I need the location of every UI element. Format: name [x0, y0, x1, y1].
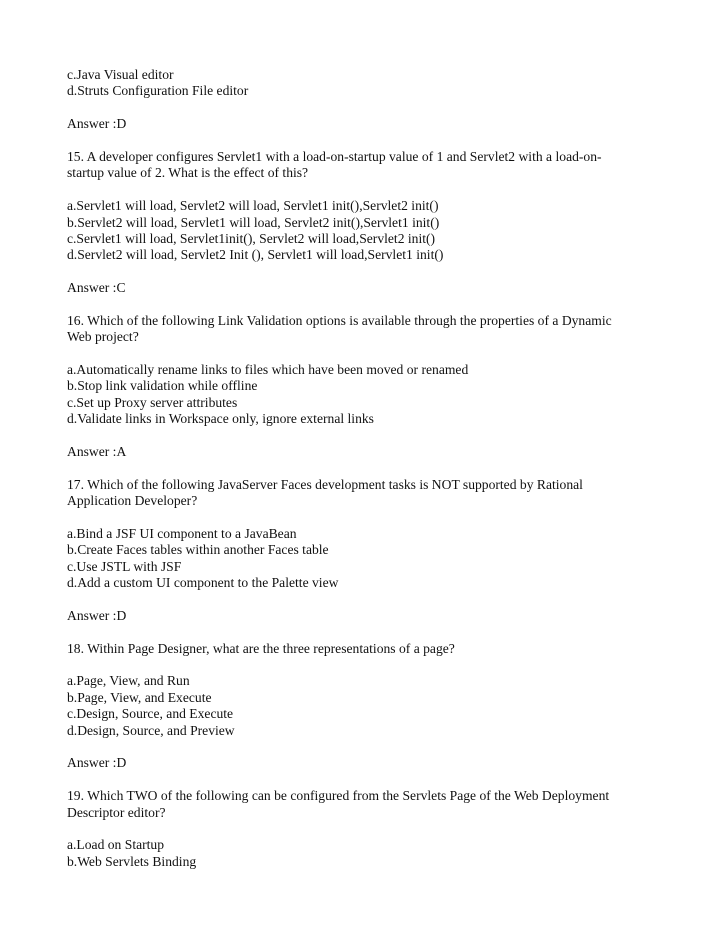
- document-page: [67, 67, 667, 887]
- answer-line: Answer :D: [67, 607, 127, 623]
- question-block: [67, 788, 667, 821]
- options-block: [67, 526, 667, 592]
- question-block: [67, 641, 667, 657]
- option-line: d.Servlet2 will load, Servlet2 Init (), Servlet1 will load,Servlet1 init(): [67, 247, 444, 263]
- option-line: a.Servlet1 will load, Servlet2 will load, Servlet1 init(),Servlet2 init(): [67, 198, 439, 214]
- question-line: 17. Which of the following JavaServer Faces development tasks is NOT supported by Rational: [67, 476, 583, 492]
- answer-line: Answer :C: [67, 280, 126, 296]
- question-line: startup value of 2. What is the effect of this?: [67, 165, 309, 181]
- option-line: a.Page, View, and Run: [67, 673, 190, 689]
- option-line: c.Servlet1 will load, Servlet1init(), Servlet2 will load,Servlet2 init(): [67, 230, 436, 246]
- answer-line: Answer :A: [67, 443, 127, 459]
- options-block: [67, 837, 667, 870]
- option-line: a.Automatically rename links to files which have been moved or renamed: [67, 362, 469, 378]
- option-line: b.Create Faces tables within another Faces table: [67, 542, 329, 558]
- options-block: [67, 673, 667, 739]
- question-block: [67, 477, 667, 510]
- option-line: d.Validate links in Workspace only, ignore external links: [67, 411, 374, 427]
- question-line: 18. Within Page Designer, what are the three representations of a page?: [67, 640, 455, 656]
- option-line: c.Java Visual editor: [67, 67, 174, 82]
- question-line: Descriptor editor?: [67, 804, 166, 820]
- answer-block: [67, 444, 667, 460]
- answer-block: [67, 116, 667, 132]
- question-line: Application Developer?: [67, 493, 198, 509]
- option-line: c.Set up Proxy server attributes: [67, 394, 238, 410]
- option-line: b.Page, View, and Execute: [67, 689, 212, 705]
- option-line: c.Use JSTL with JSF: [67, 558, 182, 574]
- answer-line: Answer :D: [67, 755, 127, 771]
- option-line: d.Design, Source, and Preview: [67, 722, 235, 738]
- question-line: 16. Which of the following Link Validation options is available through the properties of a Dynamic: [67, 312, 612, 328]
- option-line: a.Bind a JSF UI component to a JavaBean: [67, 525, 297, 541]
- options-block: [67, 67, 667, 100]
- question-block: [67, 313, 667, 346]
- option-line: b.Web Servlets Binding: [67, 853, 197, 869]
- options-block: [67, 362, 667, 428]
- answer-block: [67, 280, 667, 296]
- option-line: d.Add a custom UI component to the Palette view: [67, 575, 339, 591]
- question-line: 19. Which TWO of the following can be configured from the Servlets Page of the Web Deployment: [67, 788, 610, 804]
- question-line: 15. A developer configures Servlet1 with a load-on-startup value of 1 and Servlet2 with a load-on-: [67, 148, 602, 164]
- option-line: a.Load on Startup: [67, 837, 165, 853]
- answer-block: [67, 755, 667, 771]
- answer-line: Answer :D: [67, 116, 127, 132]
- answer-block: [67, 608, 667, 624]
- option-line: c.Design, Source, and Execute: [67, 706, 234, 722]
- options-block: [67, 198, 667, 264]
- option-line: d.Struts Configuration File editor: [67, 83, 249, 99]
- option-line: b.Servlet2 will load, Servlet1 will load, Servlet2 init(),Servlet1 init(): [67, 214, 440, 230]
- question-line: Web project?: [67, 329, 139, 345]
- option-line: b.Stop link validation while offline: [67, 378, 258, 394]
- question-block: [67, 149, 667, 182]
